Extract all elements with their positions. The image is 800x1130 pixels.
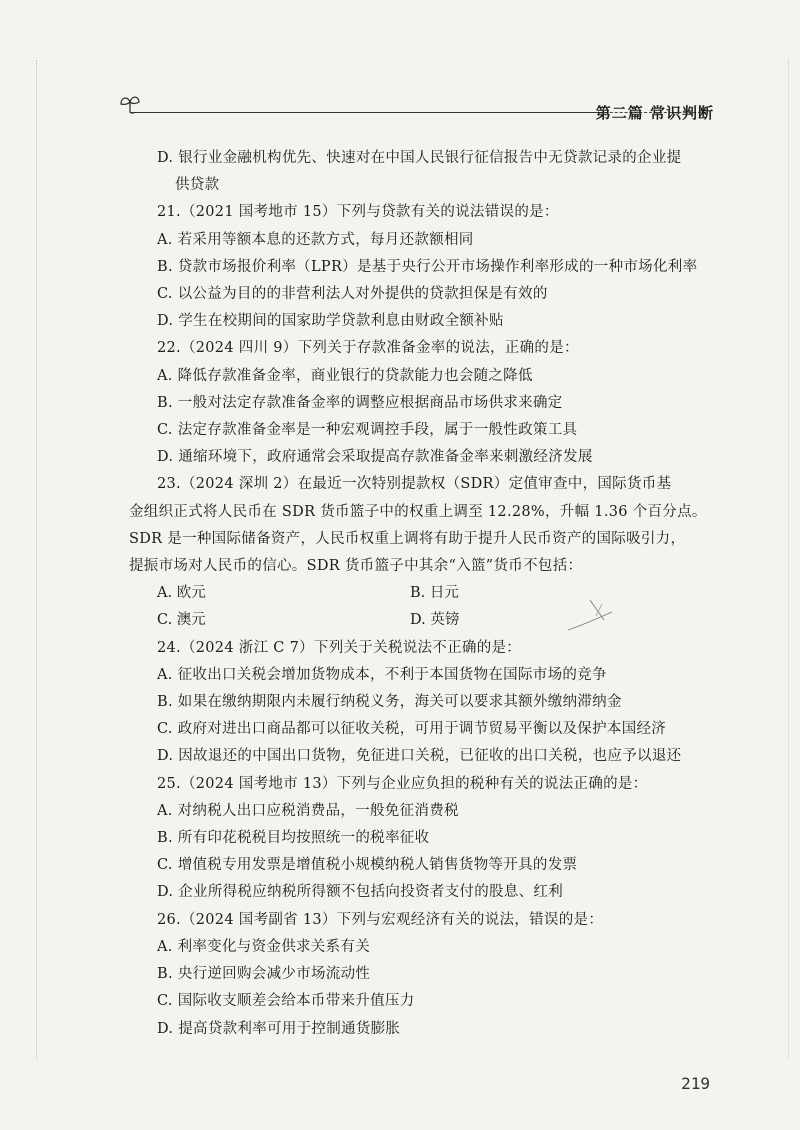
scan-edge-left [36, 60, 38, 1060]
question-23-option-a: A. 欧元 [157, 585, 206, 602]
question-24-option-b: B. 如果在缴纳期限内未履行纳税义务，海关可以要求其额外缴纳滞纳金 [157, 694, 622, 711]
question-22-option-d: D. 通缩环境下，政府通常会采取提高存款准备金率来刺激经济发展 [157, 449, 593, 466]
question-24-stem: 24.（2024 浙江 C 7）下列关于关税说法不正确的是： [157, 639, 522, 656]
question-23-options-row-2 [157, 607, 717, 634]
section-title: 第二篇 常识判断 [595, 104, 714, 122]
page-number: 219 [681, 1074, 710, 1093]
question-21-option-b: B. 贷款市场报价利率（LPR）是基于央行公开市场操作利率形成的一种市场化利率 [157, 258, 698, 275]
question-25-option-a: A. 对纳税人出口应税消费品，一般免征消费税 [157, 802, 459, 819]
leaf-icon [118, 92, 142, 114]
question-22-option-a: A. 降低存款准备金率，商业银行的贷款能力也会随之降低 [157, 367, 533, 384]
question-22-option-c: C. 法定存款准备金率是一种宏观调控手段，属于一般性政策工具 [157, 422, 578, 439]
header-rule [130, 112, 600, 113]
pencil-scribble [560, 590, 620, 640]
question-24-option-d: D. 因故退还的中国出口货物，免征进口关税，已征收的出口关税，也应予以退还 [157, 748, 682, 765]
option-d-prev: D. 银行业金融机构优先、快速对在中国人民银行征信报告中无贷款记录的企业提 [157, 150, 682, 166]
question-list [129, 145, 717, 1043]
question-26-option-c: C. 国际收支顺差会给本币带来升值压力 [157, 993, 415, 1010]
question-22-stem: 22.（2024 四川 9）下列关于存款准备金率的说法，正确的是： [157, 340, 579, 357]
option-d-prev-cont: 供贷款 [175, 177, 220, 194]
question-23-stem-1: 23.（2024 深圳 2）在最近一次特别提款权（SDR）定值审查中，国际货币基 [157, 476, 672, 493]
question-23-option-c: C. 澳元 [157, 612, 206, 629]
question-25-option-c: C. 增值税专用发票是增值税小规模纳税人销售货物等开具的发票 [157, 857, 578, 874]
question-23-option-d: D. 英镑 [410, 612, 460, 629]
question-26-stem: 26.（2024 国考副省 13）下列与宏观经济有关的说法，错误的是： [157, 911, 604, 928]
question-21-option-d: D. 学生在校期间的国家助学贷款利息由财政全额补贴 [157, 313, 504, 330]
question-21-option-a: A. 若采用等额本息的还款方式，每月还款额相同 [157, 231, 474, 248]
question-22-option-b: B. 一般对法定存款准备金率的调整应根据商品市场供求来确定 [157, 394, 563, 411]
question-21-option-c: C. 以公益为目的的非营利法人对外提供的贷款担保是有效的 [157, 286, 548, 303]
scan-edge-right [788, 60, 790, 1060]
question-23-stem-2: 金组织正式将人民币在 SDR 货币篮子中的权重上调至 12.28%，升幅 1.36 个百分点。 [129, 503, 707, 520]
question-23-options-row-1 [157, 580, 717, 607]
question-25-option-d: D. 企业所得税应纳税所得额不包括向投资者支付的股息、红利 [157, 884, 564, 901]
question-25-option-b: B. 所有印花税税目均按照统一的税率征收 [157, 830, 430, 847]
question-23-stem-3: SDR 是一种国际储备资产，人民币权重上调将有助于提升人民币资产的国际吸引力， [129, 530, 686, 547]
question-24-option-c: C. 政府对进出口商品都可以征收关税，可用于调节贸易平衡以及保护本国经济 [157, 721, 667, 738]
question-25-stem: 25.（2024 国考地市 13）下列与企业应负担的税种有关的说法正确的是： [157, 775, 648, 792]
question-23-option-b: B. 日元 [410, 585, 459, 602]
question-21-stem: 21.（2021 国考地市 15）下列与贷款有关的说法错误的是： [157, 204, 559, 221]
question-23-stem-4: 提振市场对人民币的信心。SDR 货币篮子中其余“入篮”货币不包括： [129, 558, 583, 575]
question-26-option-d: D. 提高贷款利率可用于控制通货膨胀 [157, 1020, 401, 1037]
question-26-option-b: B. 央行逆回购会减少市场流动性 [157, 966, 371, 983]
question-26-option-a: A. 利率变化与资金供求关系有关 [157, 938, 370, 955]
question-24-option-a: A. 征收出口关税会增加货物成本，不利于本国货物在国际市场的竞争 [157, 666, 607, 683]
page-header [118, 92, 718, 122]
